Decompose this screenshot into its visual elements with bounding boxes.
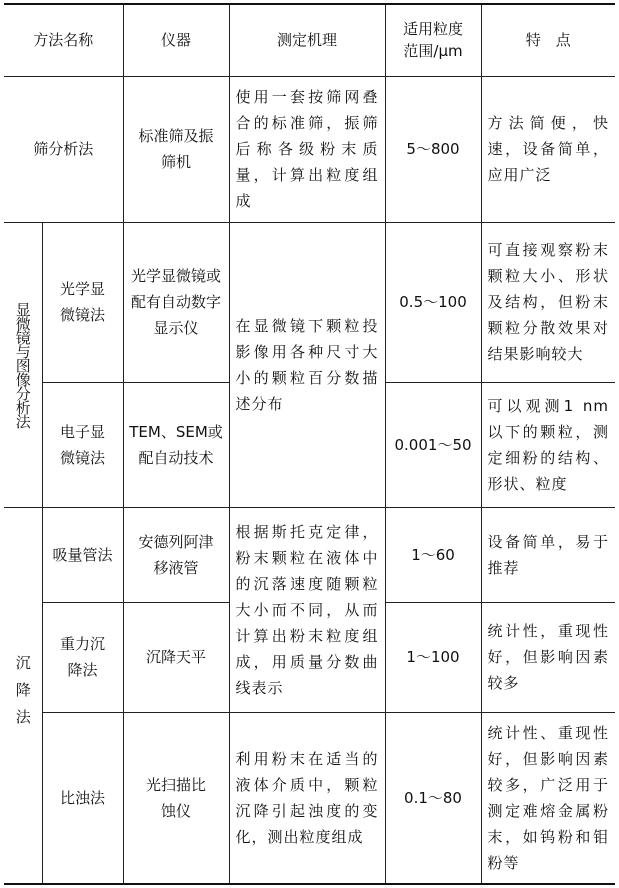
instrument-turbidity: 光扫描比蚀仪 <box>123 712 229 884</box>
header-instrument: 仪器 <box>123 4 229 76</box>
features-optical: 可直接观察粉末颗粒大小、形状及结构，但粉末颗粒分散效果对结果影响较大 <box>481 222 615 382</box>
group-sedimentation: 沉降法 <box>4 507 42 884</box>
range-sieve: 5～800 <box>385 76 481 222</box>
instrument-sieve: 标准筛及振筛机 <box>123 76 229 222</box>
particle-size-methods-table <box>4 3 615 885</box>
features-gravity: 统计性，重现性好，但影响因素较多 <box>481 602 615 712</box>
range-gravity: 1～100 <box>385 602 481 712</box>
features-turbidity: 统计性、重现性好，但影响因素较多，广泛用于测定难熔金属粉末，如钨粉和钼粉等 <box>481 712 615 884</box>
instrument-electron: TEM、SEM或配自动技术 <box>123 382 229 507</box>
features-sieve: 方法简便，快速，设备简单，应用广泛 <box>481 76 615 222</box>
header-range: 适用粒度范围/μm <box>385 4 481 76</box>
header-features: 特 点 <box>481 4 615 76</box>
method-optical: 光学显微镜法 <box>42 222 123 382</box>
principle-sedimentation: 根据斯托克定律，粉末颗粒在液体中的沉落速度随颗粒大小而不同，从而计算出粉末粒度组成，用质量分数曲线表示 <box>229 507 385 712</box>
principle-microscopy: 在显微镜下颗粒投影像用各种尺寸大小的颗粒百分数描述分布 <box>229 222 385 507</box>
method-sieve: 筛分析法 <box>4 76 123 222</box>
method-turbidity: 比浊法 <box>42 712 123 884</box>
instrument-optical: 光学显微镜或配有自动数字显示仪 <box>123 222 229 382</box>
group-microscopy: 显微镜与图像分析法 <box>4 222 42 507</box>
features-electron: 可以观测1 nm以下的颗粒，测定细粉的结构、形状、粒度 <box>481 382 615 507</box>
range-turbidity: 0.1～80 <box>385 712 481 884</box>
method-pipette: 吸量管法 <box>42 507 123 602</box>
principle-turbidity: 利用粉末在适当的液体介质中，颗粒沉降引起浊度的变化，测出粒度组成 <box>229 712 385 884</box>
instrument-pipette: 安德列阿津移液管 <box>123 507 229 602</box>
table-row-sieve <box>4 76 615 222</box>
range-pipette: 1～60 <box>385 507 481 602</box>
principle-sieve: 使用一套按筛网叠合的标准筛，振筛后称各级粉末质量，计算出粒度组成 <box>229 76 385 222</box>
header-row <box>4 4 615 76</box>
instrument-gravity: 沉降天平 <box>123 602 229 712</box>
range-electron: 0.001～50 <box>385 382 481 507</box>
features-pipette: 设备简单，易于推荐 <box>481 507 615 602</box>
method-electron: 电子显微镜法 <box>42 382 123 507</box>
header-principle: 测定机理 <box>229 4 385 76</box>
table-row-optical <box>4 222 615 382</box>
table-row-turbidity <box>4 712 615 884</box>
method-gravity: 重力沉降法 <box>42 602 123 712</box>
range-optical: 0.5～100 <box>385 222 481 382</box>
table-row-pipette <box>4 507 615 602</box>
header-method: 方法名称 <box>4 4 123 76</box>
